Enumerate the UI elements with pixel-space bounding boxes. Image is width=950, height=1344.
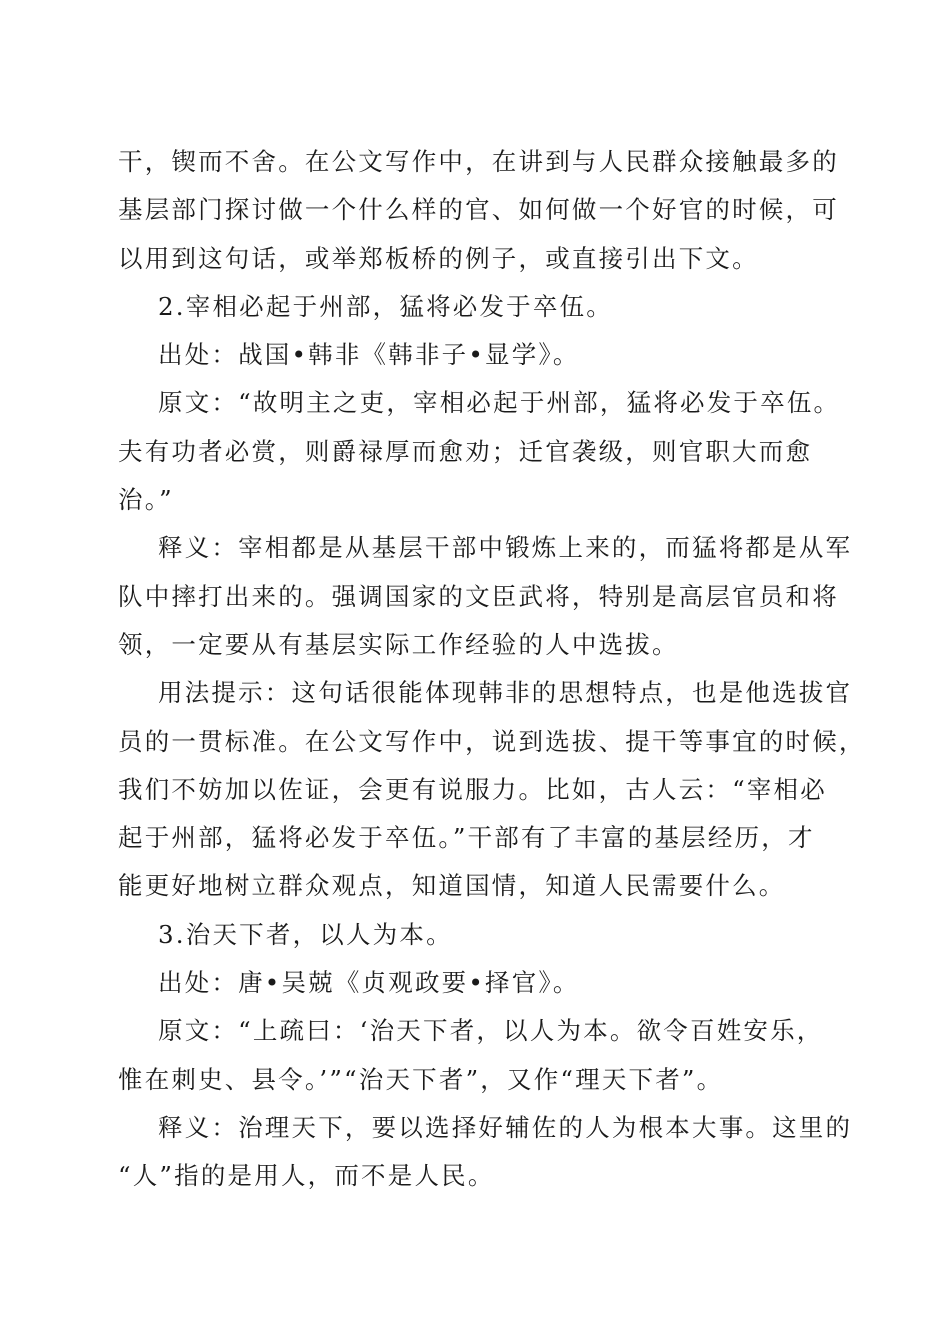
explanation-line: 释义：宰相都是从基层干部中锻炼上来的，而猛将都是从军 — [158, 533, 853, 563]
text-line: 治。” — [118, 485, 174, 515]
text-line: 领，一定要从有基层实际工作经验的人中选拔。 — [118, 629, 679, 659]
text-line: 夫有功者必赏，则爵禄厚而愈劝；迁官袭级，则官职大而愈 — [118, 436, 813, 466]
section-heading-3: 3.治天下者，以人为本。 — [158, 919, 453, 949]
text-line: 能更好地树立群众观点，知道国情，知道人民需要什么。 — [118, 871, 786, 901]
text-line: 基层部门探讨做一个什么样的官、如何做一个好官的时候，可 — [118, 195, 839, 225]
text-line: 员的一贯标准。在公文写作中，说到选拔、提干等事宜的时候， — [118, 726, 866, 756]
document-body — [118, 138, 866, 1201]
section-heading-2: 2.宰相必起于州部，猛将必发于卒伍。 — [158, 291, 613, 321]
source-line: 出处：唐•吴兢《贞观政要•择官》。 — [158, 968, 580, 998]
text-line: 干，锲而不舍。在公文写作中，在讲到与人民群众接触最多的 — [118, 147, 839, 176]
text-line: 惟在刺史、县令。’”“治天下者”，又作“理天下者”。 — [118, 1064, 724, 1094]
source-line: 出处：战国•韩非《韩非子•显学》。 — [158, 340, 580, 370]
original-text-line: 原文：“故明主之吏，宰相必起于州部，猛将必发于卒伍。 — [158, 388, 841, 418]
text-line: 起于州部，猛将必发于卒伍。”干部有了丰富的基层经历，才 — [118, 823, 815, 853]
original-text-line: 原文：“上疏曰：‘治天下者，以人为本。欲令百姓安乐， — [158, 1016, 824, 1046]
text-line: 我们不妨加以佐证，会更有说服力。比如，古人云：“宰相必 — [118, 774, 827, 804]
text-line: 队中摔打出来的。强调国家的文臣武将，特别是高层官员和将 — [118, 581, 839, 611]
explanation-line: 释义：治理天下，要以选择好辅佐的人为根本大事。这里的 — [158, 1112, 853, 1142]
text-line: 以用到这句话，或举郑板桥的例子，或直接引出下文。 — [118, 243, 759, 273]
text-line: “人”指的是用人，而不是人民。 — [118, 1161, 495, 1191]
usage-tip-line: 用法提示：这句话很能体现韩非的思想特点，也是他选拔官 — [158, 678, 853, 708]
